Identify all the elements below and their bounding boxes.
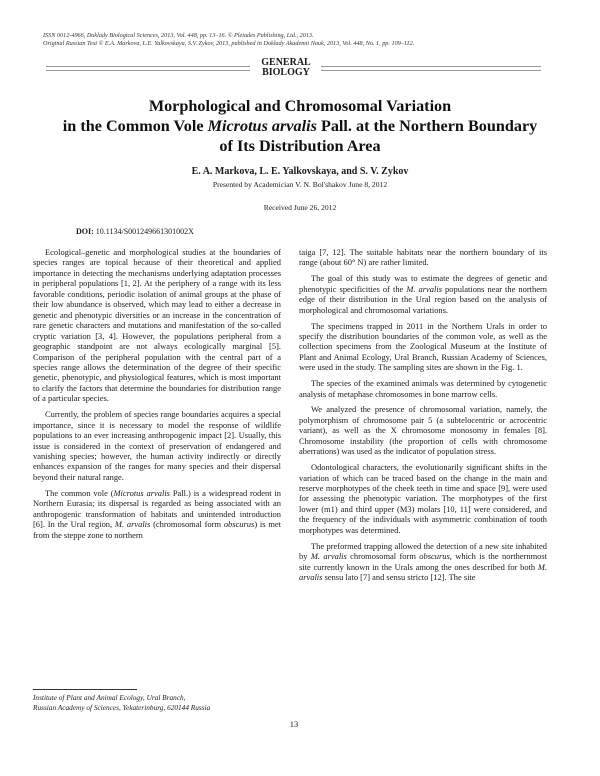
paragraph: Currently, the problem of species range boundaries acquires a special importance, since it is necessary to model the response of wildlife populations to an ever increasing anthropogenic impact [2]. Usually, this issue is considered in the context of preservation of endangered and vanishing species; however, the human activity indirectly or directly enhances expansion of the ranges for many species and their dispersal beyond their natural range. [33, 409, 281, 482]
received-date: Received June 26, 2012 [263, 203, 337, 212]
paragraph [299, 541, 547, 583]
text: chromosomal form [346, 551, 420, 562]
affiliation-footnote [33, 693, 293, 712]
left-column [33, 247, 281, 545]
text: Pall.) is a widespread rodent in Northern Eurasia; its dispersal is regarded as being associated with an anthropogenic transformation of habitats and unintended introduction [6]. In the Ural region, [33, 487, 281, 530]
text: The common vole ( [45, 487, 114, 498]
paragraph: We analyzed the presence of chromosomal variation, namely, the polymorphism of chromosome pair 5 (a subtelocentric or acrocentric variant), as well as the X chromosome monosomy in females [8]. Chromosome instability (the proportion of cells with chromosome aberrations) was used as the indicator of population stress. [299, 404, 547, 457]
authors: E. A. Markova, L. E. Yalkovskaya, and S. V. Zykov [191, 166, 409, 177]
paragraph: Ecological–genetic and morphological studies at the boundaries of species ranges are topical because of their theoretical and applied importance in detecting the mechanisms underlying adaptation processes in peripheral populations [1, 2]. At the periphery of a range with its less favorable conditions, periodic isolation of animal groups at the phase of their low abundance is observed, which may lead to either a decrease in genetic and phenotypic diversities or an increase in the concentration of rare genetic characters and mutations and manifestation of the so-called cryptic variation [3, 4]. However, the populations peripheral from a geographic standpoint are not always ecologically marginal [5]. Comparison of the peripheral population with the central part of a species range allows the determination of the degree of their specific genetic, phenotypic, and physiological features, which is most important to clarify the factors that determine the boundaries for distribution range of a particular species. [33, 247, 281, 404]
doi [76, 227, 194, 237]
title-line-1: Morphological and Chromosomal Variation [148, 97, 452, 115]
doi-label: DOI: [76, 227, 94, 236]
doi-link[interactable]: 10.1134/S001249661301002X [93, 227, 194, 236]
paragraph: taiga [7, 12]. The suitable habitats near the northern boundary of its range (about 60° N) are rather limited. [299, 247, 547, 268]
paragraph: Odontological characters, the evolutionarily significant shifts in the variation of which can be traced based on the change in the main and reserve morphotypes of the cheek teeth in time and space [9], were used for assessing the phenotypic variation. The morphotypes of the first lower (m1) and third upper (M3) molars [10, 11] were considered, and the frequency of the individuals with asymmetric combination of tooth morphotypes was determined. [299, 462, 547, 535]
text: ) is met from the steppe zone to northern [33, 519, 281, 540]
paragraph: The species of the examined animals was determined by cytogenetic analysis of metaphase chromosomes in bone marrow cells. [299, 378, 547, 399]
text: sensu lato [7] and sensu stricto [12]. The site [322, 572, 476, 583]
species-name: M. arvalis [114, 519, 151, 530]
form-name: obscurus [419, 551, 450, 562]
species-name: M. arvalis [299, 561, 547, 583]
title-line-2 [30, 116, 570, 136]
text: The goal of this study was to estimate the degrees of genetic and phenotypic specificities of the [299, 273, 547, 294]
species-name: M. arvalis [310, 551, 347, 562]
title-text: Pall. at the Northern Boundary [316, 117, 538, 135]
species-name: Microtus arvalis [207, 117, 317, 135]
title-line-3: of Its Distribution Area [219, 137, 381, 155]
affiliation-line-1: Institute of Plant and Animal Ecology, Ural Branch, [33, 693, 186, 702]
form-name: obscurus [223, 519, 255, 530]
paragraph [33, 488, 281, 540]
title-text: in the Common Vole [62, 117, 208, 135]
section-heading [46, 58, 556, 84]
section-label-line1: GENERAL [261, 57, 311, 68]
species-name: M. arvalis [406, 283, 442, 294]
text: populations near the northern edge of their distribution in the Ural region based on the analysis of morphological and chromosomal variations. [299, 283, 548, 315]
journal-header [43, 32, 563, 48]
footnote-divider [33, 689, 137, 690]
paragraph [299, 273, 547, 315]
text: (chromosomal form [150, 519, 224, 530]
presented-by: Presented by Academician V. N. Bol'shakov June 8, 2012 [212, 180, 388, 189]
page-number: 13 [289, 719, 299, 729]
article-title [30, 96, 570, 156]
paragraph: The specimens trapped in 2011 in the Northern Urals in order to specify the distribution boundaries of the common vole, as well as the collection specimens from the Zoological Museum at the Institute of Plant and Animal Ecology, Ural Branch, Russian Academy of Sciences, were used in the study. The sampling sites are shown in the Fig. 1. [299, 320, 547, 373]
section-rule-right [321, 66, 541, 71]
affiliation-line-2: Russian Academy of Sciences, Yekaterinburg, 620144 Russia [33, 702, 211, 712]
original-text-line: Original Russian Text © E.A. Markova, L.E. Yalkovskaya, S.V. Zykov, 2013, published in Doklady Akademii Nauk, 2013, Vol. 448, No. 1, pp. 109–112. [43, 40, 415, 47]
section-rule-left [46, 66, 250, 71]
journal-citation-line: ISSN 0012-4966, Doklady Biological Sciences, 2013, Vol. 448, pp. 13–16. © Pleiades Publishing, Ltd., 2013. [43, 32, 314, 39]
text: , which is the northernmost site currently known in the Urals among the ones described for both [299, 551, 547, 572]
species-name: Microtus arvalis [113, 487, 170, 498]
section-label-line2: BIOLOGY [262, 67, 310, 78]
section-label [252, 58, 320, 78]
text: The preformed trapping allowed the detection of a new site inhabited by [299, 540, 547, 562]
right-column [299, 247, 547, 588]
